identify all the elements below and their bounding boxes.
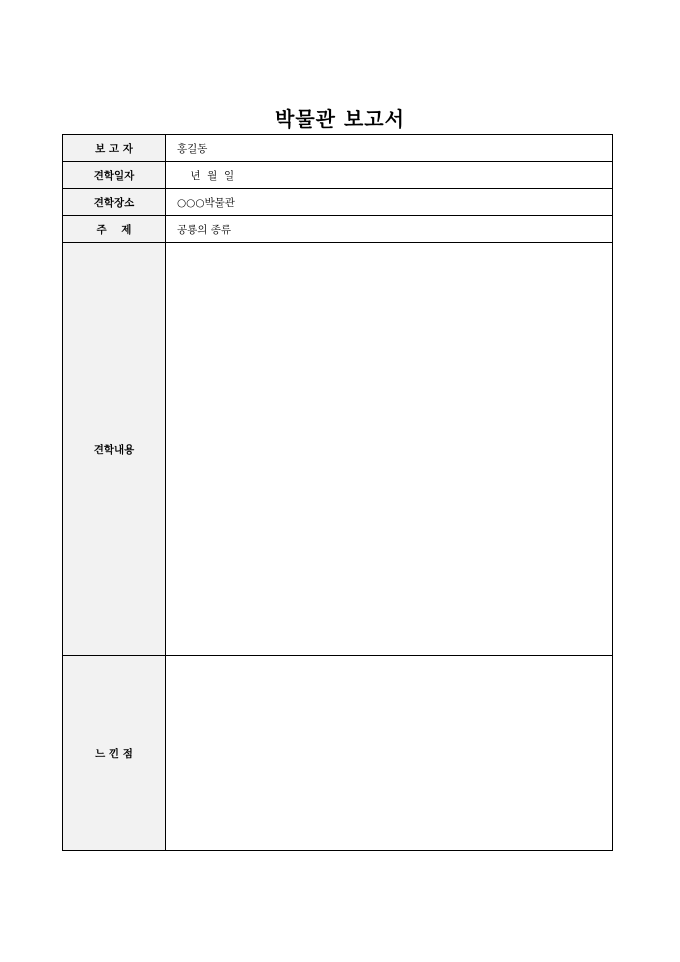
visit-place-row (63, 189, 613, 216)
topic-value[interactable]: 공룡의 종류 (166, 216, 613, 243)
page-title: 박물관 보고서 (275, 107, 405, 131)
report-form-table (62, 134, 613, 851)
visit-date-label: 견학일자 (63, 162, 166, 189)
impressions-label: 느 낀 점 (63, 656, 166, 851)
visit-content-row (63, 243, 613, 656)
visit-place-value[interactable]: ○○○박물관 (166, 189, 613, 216)
visit-content-label: 견학내용 (63, 243, 166, 656)
topic-row (63, 216, 613, 243)
visit-date-row (63, 162, 613, 189)
visit-place-label: 견학장소 (63, 189, 166, 216)
topic-label: 주 제 (63, 216, 166, 243)
visit-date-value[interactable]: 년 월 일 (166, 162, 613, 189)
reporter-label: 보 고 자 (63, 135, 166, 162)
visit-content-value[interactable] (166, 243, 613, 656)
impressions-row (63, 656, 613, 851)
impressions-value[interactable] (166, 656, 613, 851)
reporter-row (63, 135, 613, 162)
reporter-value[interactable]: 홍길동 (166, 135, 613, 162)
